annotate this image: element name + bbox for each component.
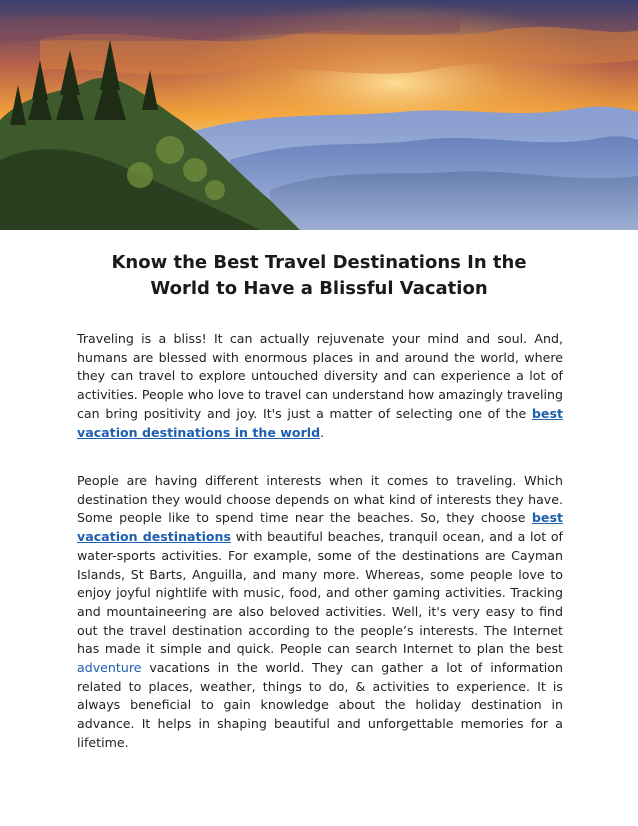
paragraph-2-text-b: with beautiful beaches, tranquil ocean, and a lot of water-sports activities. For example, some of the destinations are Cayman Islands, St Barts, Anguilla, and many more. Whereas, some people love to enjoy joyful nightlife with music, food, and other gaming activities. Tracking and mountaineering are also beloved activities. Well, it's very easy to find out the travel destination according to the people’s interests. The Internet has made it simple and quick. People can search Internet to plan the best <box>77 529 563 657</box>
adventure-highlight: adventure <box>77 660 142 676</box>
article-title-line2: World to Have a Blissful Vacation <box>150 278 488 299</box>
paragraph-2-text-c: vacations in the world. They can gather a lot of information related to places, weather, things to do, & activities to experience. It is always beneficial to gain knowledge about the holiday destination in advance. It helps in shaping beautiful and unforgettable memories for a lifetime. <box>77 660 563 750</box>
paragraph-1-text: Traveling is a bliss! It can actually rejuvenate your mind and soul. And, humans are blessed with enormous places in and around the world, where they can travel to explore untouched diversity and can experience a lot of activities. People who love to travel can understand how amazingly traveling can bring positivity and joy. It's just a matter of selecting one of the <box>77 331 563 421</box>
best-vacation-destinations-link[interactable]: best vacation destinations <box>77 510 563 545</box>
article-paragraph-1 <box>77 330 563 442</box>
mountain-sunset-illustration <box>0 0 638 230</box>
article-title-line1: Know the Best Travel Destinations In the <box>111 252 527 273</box>
paragraph-2-text-a: People are having different interests when it comes to traveling. Which destination they would choose depends on what kind of interests they have. Some people like to spend time near the beaches. So, they choose <box>77 473 563 526</box>
best-vacation-destinations-world-link[interactable]: best vacation destinations in the world <box>77 405 563 440</box>
hero-image <box>0 0 638 230</box>
article-title <box>60 250 578 302</box>
paragraph-1-end: . <box>320 424 325 440</box>
article-paragraph-2 <box>77 472 563 753</box>
